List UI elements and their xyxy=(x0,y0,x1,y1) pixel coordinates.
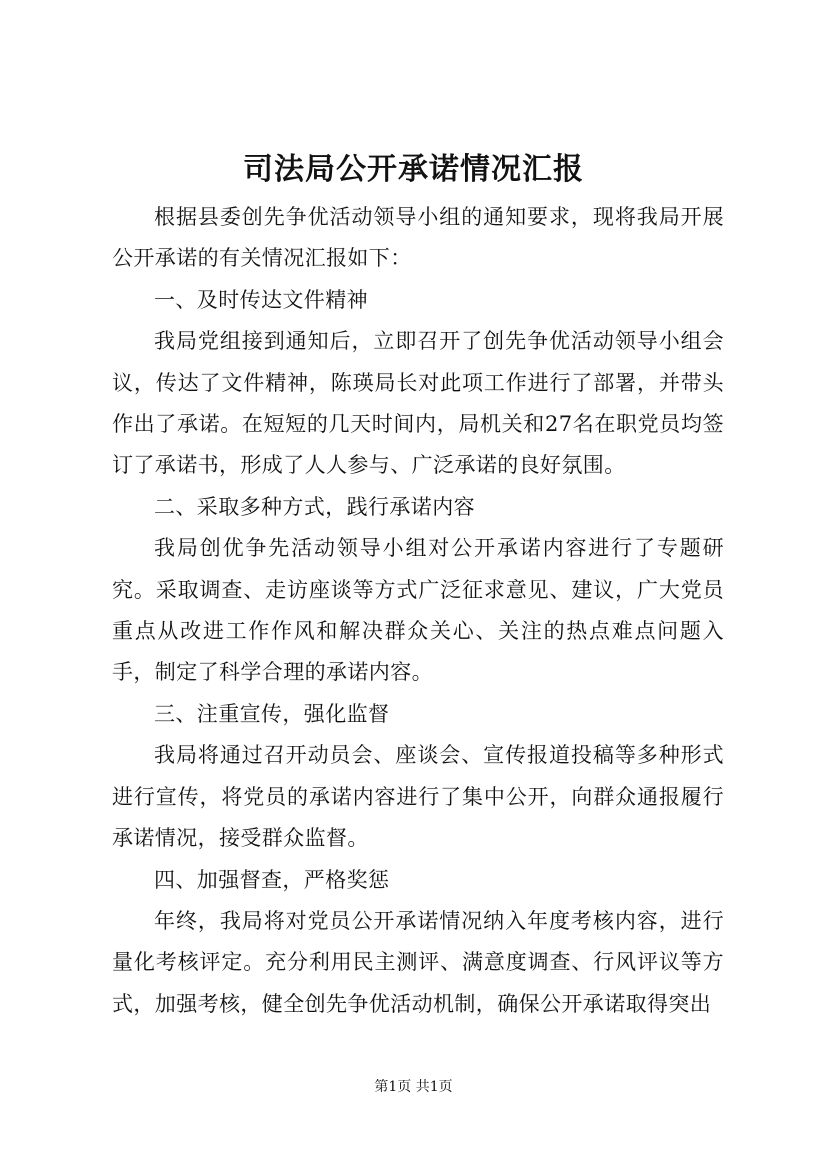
intro-paragraph: 根据县委创先争优活动领导小组的通知要求，现将我局开展公开承诺的有关情况汇报如下： xyxy=(112,205,724,271)
section-heading-3: 三、注重宣传，强化监督 xyxy=(154,701,390,726)
section-heading-1: 一、及时传达文件精神 xyxy=(154,287,368,312)
section-paragraph-3: 我局将通过召开动员会、座谈会、宣传报道投稿等多种形式进行宣传，将党员的承诺内容进行了集中公开，向群众通报履行承诺情况，接受群众监督。 xyxy=(112,743,724,851)
document-body xyxy=(112,197,724,1025)
section-paragraph-4: 年终，我局将对党员公开承诺情况纳入年度考核内容，进行量化考核评定。充分利用民主测评、满意度调查、行风评议等方式，加强考核，健全创先争优活动机制，确保公开承诺取得突出 xyxy=(112,908,724,1016)
section-paragraph-2: 我局创优争先活动领导小组对公开承诺内容进行了专题研究。采取调查、走访座谈等方式广泛征求意见、建议，广大党员重点从改进工作作风和解决群众关心、关注的热点难点问题入手，制定了科学合理的承诺内容。 xyxy=(112,536,724,685)
section-heading-2: 二、采取多种方式，践行承诺内容 xyxy=(154,494,475,519)
section-paragraph-1: 我局党组接到通知后，立即召开了创先争优活动领导小组会议，传达了文件精神，陈瑛局长对此项工作进行了部署，并带头作出了承诺。在短短的几天时间内，局机关和27名在职党员均签订了承诺书，形成了人人参与、广泛承诺的良好氛围。 xyxy=(112,329,724,478)
page-number-footer: 第1页 共1页 xyxy=(374,1079,453,1095)
section-heading-4: 四、加强督查，严格奖惩 xyxy=(154,867,390,892)
document-title: 司法局公开承诺情况汇报 xyxy=(243,152,584,187)
